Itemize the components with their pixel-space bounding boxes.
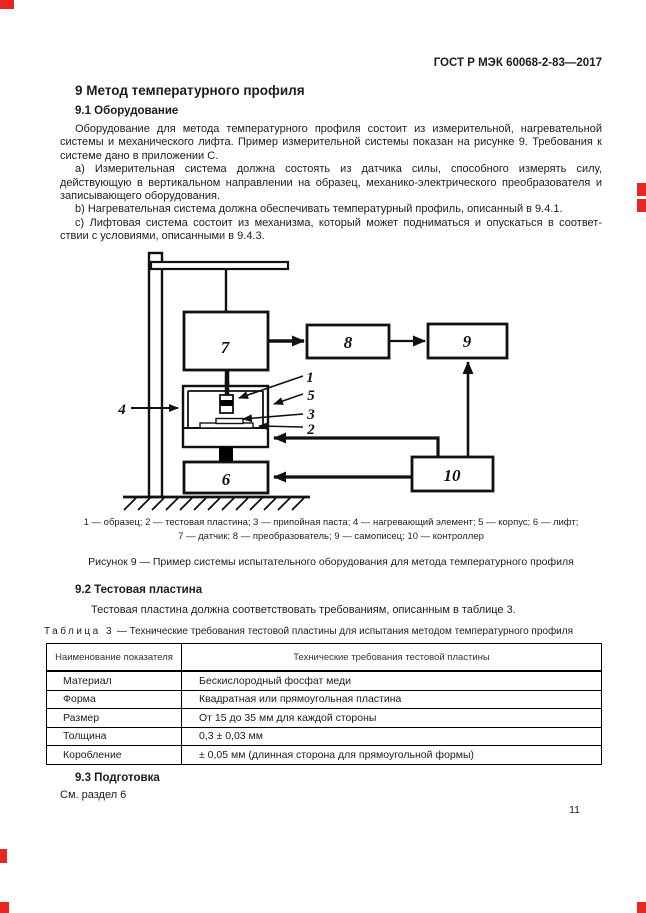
table-3-title-text: — Технические требования тестовой пластины для испытания методом температурного профиля [116,626,574,637]
body-text-line: a) Измерительная система должна состоять из датчика силы, способного измерять силу, [75,163,602,176]
table-row [47,727,602,746]
figure-legend-line-1: 1 — образец; 2 — тестовая пластина; 3 — припойная паста; 4 — нагревающий элемент; 5 — корпус; 6 — лифт; [83,517,579,528]
spec-requirement-cell: От 15 до 35 мм для каждой стороны [182,709,602,728]
section-9-2-title: 9.2 Тестовая пластина [75,584,203,596]
label-lift: 6 [221,470,231,489]
page-number: 11 [569,804,580,816]
spec-name-cell: Толщина [47,727,182,746]
body-text-line: Оборудование для метода температурного профиля состоит из измерительной, нагревательной [75,123,602,135]
spec-name-cell: Коробление [47,746,182,765]
figure-9-diagram [0,248,646,518]
figure-legend-line-2: 7 — датчик; 8 — преобразователь; 9 — самописец; 10 — контроллер [178,531,484,542]
spec-requirement-cell: ± 0,05 мм (длинная сторона для прямоугольной формы) [182,746,602,765]
ground-hatching [124,498,304,510]
section-9-title: 9 Метод температурного профиля [75,83,305,98]
leader-housing [274,394,303,404]
stand-arm [151,262,288,269]
scan-artifact-red-mark [637,199,646,212]
label-housing: 5 [307,388,315,404]
leader-test-plate [259,426,303,427]
lift-rod [219,447,233,462]
spec-name-cell: Размер [47,709,182,728]
arrow-controller-to-chamber [274,438,438,457]
body-text-line: системе дано в приложении С. [60,149,219,162]
spec-requirement-cell: Квадратная или прямоугольная пластина [182,690,602,709]
label-recorder: 9 [462,332,472,351]
table-row [47,709,602,728]
body-text-line: записывающего оборудования. [60,190,221,203]
body-text-line: c) Лифтовая система состоит из механизма, который может подниматься и опускаться в соответ- [75,216,602,229]
section-9-2-paragraph: Тестовая пластина должна соответствовать требованиям, описанным в таблице 3. [91,604,516,616]
label-sensor: 7 [220,338,230,357]
body-text-line: b) Нагревательная система должна обеспечивать температурный профиль, описанный в 9.4.1. [75,203,563,216]
stand-post [149,253,162,497]
table-3-title [44,626,602,637]
spec-name-cell: Материал [47,671,182,690]
table-3-label: Таблица 3 [44,626,115,637]
test-plate-spec-table [46,643,602,765]
standard-code-header: ГОСТ Р МЭК 60068-2-83—2017 [433,57,602,69]
section-9-3-paragraph: См. раздел 6 [60,789,127,801]
section-9-1-body [60,123,602,244]
solder-paste [216,419,243,424]
label-test-plate: 2 [307,422,315,438]
specimen-band [220,400,233,406]
table-row [47,671,602,690]
label-controller: 10 [443,466,461,485]
table-row [47,746,602,765]
table-header-row [47,644,602,672]
label-heating-element: 4 [118,402,126,418]
spec-name-cell: Форма [47,690,182,709]
body-text-line: ствии с условиями, описанными в 9.4.3. [60,230,265,243]
scan-artifact-red-mark [0,0,14,9]
scan-artifact-red-mark [0,849,7,863]
section-9-1-title: 9.1 Оборудование [75,105,179,117]
table-row [47,690,602,709]
scan-artifact-red-mark [0,902,9,913]
body-text-line: действующую в вертикальном направлении на образец, механико-электрического преобразователя и [60,176,602,189]
label-specimen: 1 [306,370,314,386]
figure-caption: Рисунок 9 — Пример системы испытательного оборудования для метода температурного профиля [88,556,574,568]
section-9-3-title: 9.3 Подготовка [75,772,160,784]
spec-requirement-cell: Бескислородный фосфат меди [182,671,602,690]
spec-requirement-cell: 0,3 ± 0,03 мм [182,727,602,746]
scan-artifact-red-mark [637,183,646,196]
table-header-requirements: Технические требования тестовой пластины [182,644,602,672]
scan-artifact-red-mark [637,902,646,913]
table-header-name: Наименование показателя [47,644,182,672]
body-text-line: системы и механического лифта. Пример измерительной системы показан на рисунке 9. Требования к [60,136,602,149]
label-solder-paste: 3 [307,407,315,423]
label-converter: 8 [343,333,353,352]
